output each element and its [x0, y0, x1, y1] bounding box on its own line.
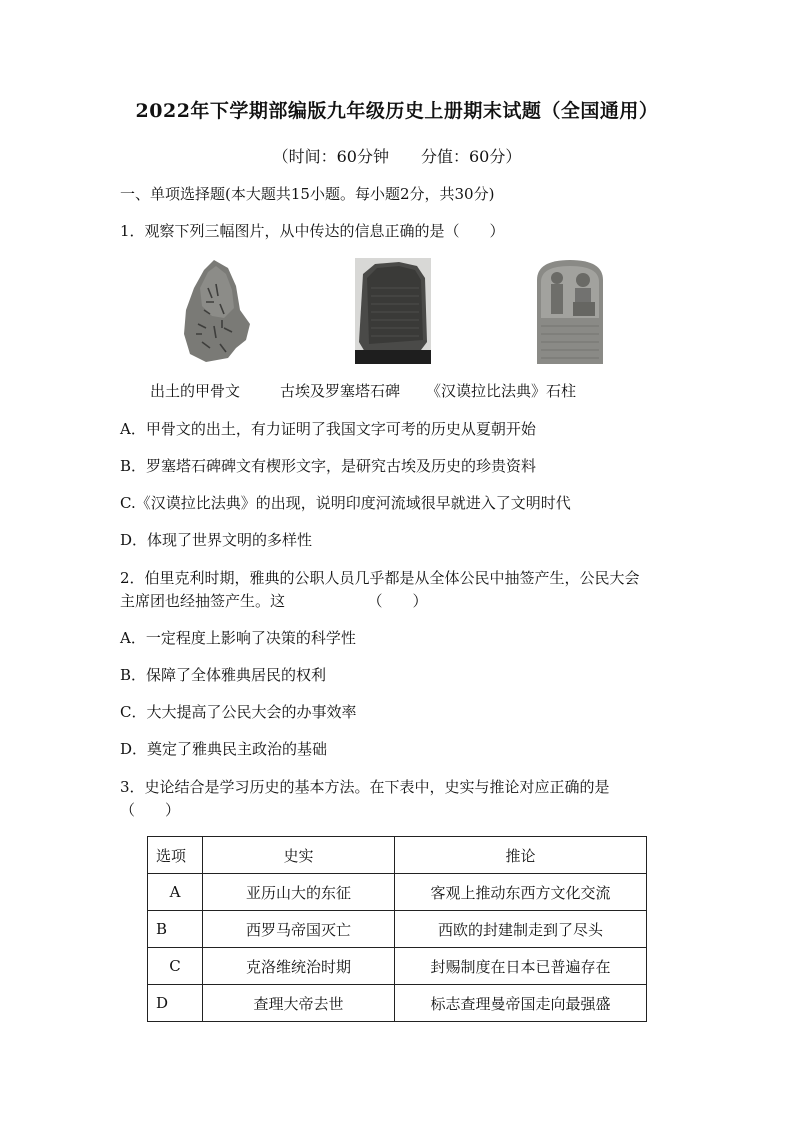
table-row — [148, 985, 647, 1022]
question-2-stem-line1: 2．伯里克利时期，雅典的公职人员几乎都是从全体公民中抽签产生，公民大会 — [120, 569, 640, 587]
q2-option-d: D．奠定了雅典民主政治的基础 — [120, 740, 328, 758]
question-1-stem: 1．观察下列三幅图片，从中传达的信息正确的是（ ） — [120, 222, 505, 240]
q2-option-b: B．保障了全体雅典居民的权利 — [120, 666, 327, 684]
table-cell-option: D — [148, 985, 203, 1022]
q1-option-c: C.《汉谟拉比法典》的出现，说明印度河流域很早就进入了文明时代 — [120, 494, 571, 512]
q1-option-d: D．体现了世界文明的多样性 — [120, 531, 313, 549]
rosetta-stone-caption: 古埃及罗塞塔石碑 — [280, 382, 401, 400]
q2-option-c: C．大大提高了公民大会的办事效率 — [120, 703, 357, 721]
section-heading: 一、单项选择题(本大题共15小题。每小题2分，共30分) — [120, 185, 495, 203]
table-cell-option: C — [148, 948, 203, 985]
table-cell-inference: 西欧的封建制走到了尽头 — [395, 911, 647, 948]
question-3-stem-line2: （ ） — [120, 801, 181, 819]
q2-option-a: A．一定程度上影响了决策的科学性 — [120, 629, 356, 647]
q1-option-a: A．甲骨文的出土，有力证明了我国文字可考的历史从夏朝开始 — [120, 420, 536, 438]
question-2-stem-line2: 主席团也经抽签产生。这 （ ） — [120, 592, 428, 610]
table-cell-option: B — [148, 911, 203, 948]
table-row — [148, 948, 647, 985]
table-cell-fact: 克洛维统治时期 — [203, 948, 395, 985]
table-header-fact: 史实 — [203, 837, 395, 874]
table-cell-inference: 客观上推动东西方文化交流 — [395, 874, 647, 911]
rosetta-stone-image — [355, 258, 431, 364]
table-cell-option: A — [148, 874, 203, 911]
oracle-bone-caption: 出土的甲骨文 — [150, 382, 241, 400]
hammurabi-stele-image — [533, 258, 607, 364]
table-cell-fact: 西罗马帝国灭亡 — [203, 911, 395, 948]
table-row — [148, 874, 647, 911]
page-subtitle: （时间：60分钟 分值：60分） — [272, 147, 522, 166]
oracle-bone-image — [176, 258, 256, 364]
table-cell-fact: 亚历山大的东征 — [203, 874, 395, 911]
page-title: 2022年下学期部编版九年级历史上册期末试题（全国通用） — [135, 100, 659, 122]
table-cell-inference: 封赐制度在日本已普遍存在 — [395, 948, 647, 985]
table-header-row — [148, 837, 647, 874]
q1-option-b: B．罗塞塔石碑碑文有楔形文字，是研究古埃及历史的珍贵资料 — [120, 457, 537, 475]
table-header-inference: 推论 — [395, 837, 647, 874]
q3-table — [147, 836, 647, 1022]
table-cell-fact: 查理大帝去世 — [203, 985, 395, 1022]
table-cell-inference: 标志查理曼帝国走向最强盛 — [395, 985, 647, 1022]
question-3-stem-line1: 3．史论结合是学习历史的基本方法。在下表中，史实与推论对应正确的是 — [120, 778, 610, 796]
table-row — [148, 911, 647, 948]
hammurabi-stele-caption: 《汉谟拉比法典》石柱 — [426, 382, 577, 400]
table-header-option: 选项 — [148, 837, 203, 874]
